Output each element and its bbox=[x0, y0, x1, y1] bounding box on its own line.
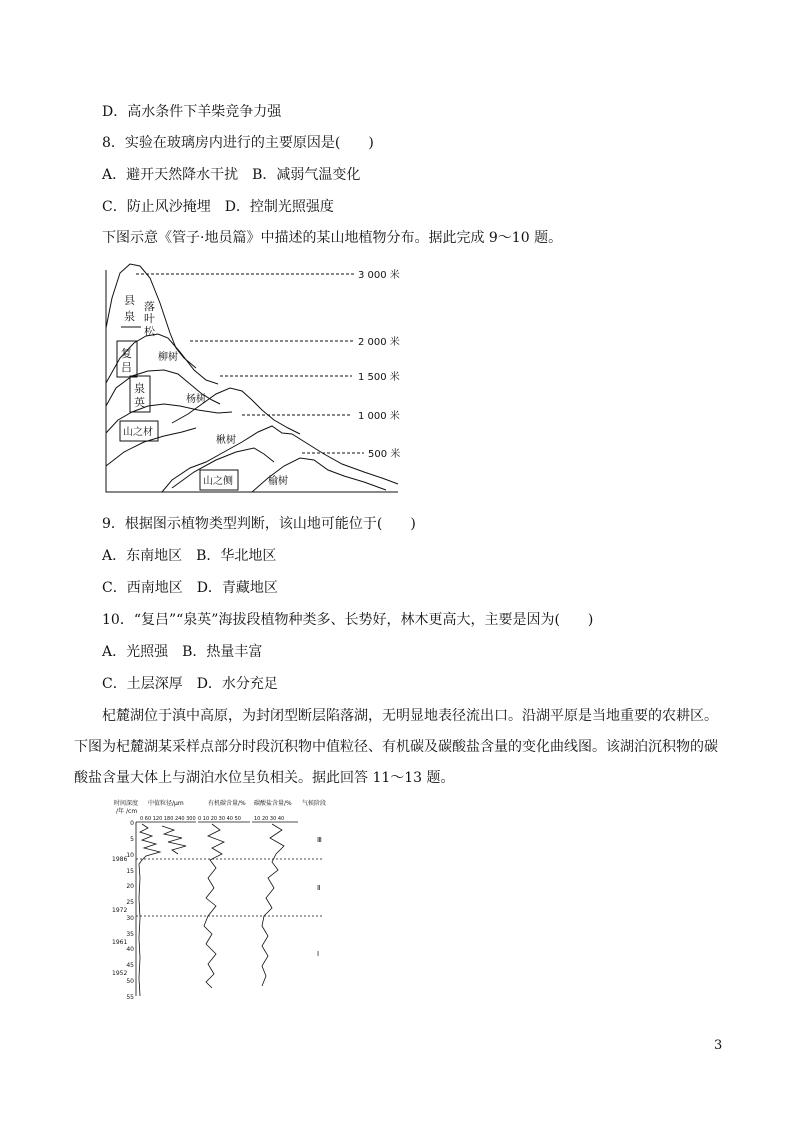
elevation-1000: 1 000 米 bbox=[358, 411, 400, 422]
zone-liushu: 柳树 bbox=[158, 352, 178, 363]
zone-fulv-1: 复 bbox=[121, 347, 132, 360]
header-depth-unit: /cm bbox=[126, 808, 138, 815]
zone-luoyesong-3: 松 bbox=[144, 325, 155, 338]
figure-2-intro-paragraph: 杞麓湖位于滇中高原，为封闭型断层陷落湖，无明显地表径流出口。沿湖平原是当地重要的农耕区。下图为杞麓湖某采样点部分时段沉积物中值粒径、有机碳及碳酸盐含量的变化曲线图。该湖泊沉积物的碳酸盐含量大体上与湖泊水位呈负相关。据此回答 11～13 题。 bbox=[74, 708, 718, 786]
depth-35: 35 bbox=[126, 931, 134, 938]
zone-xianquan-2: 泉 bbox=[124, 310, 135, 323]
zone-quanying-2: 英 bbox=[134, 396, 145, 409]
question-10-stem: 10．“复吕”“泉英”海拔段植物种类多、长势好，林木更高大，主要是因为( ) bbox=[102, 612, 594, 628]
header-carbonate: 碳酸盐含量/% bbox=[254, 800, 292, 807]
zone-yushu: 榆树 bbox=[268, 476, 288, 487]
sediment-profile-chart bbox=[112, 798, 342, 1004]
zone-fulv-2: 吕 bbox=[121, 361, 132, 374]
zone-shanzhicai: 山之材 bbox=[123, 427, 153, 438]
mountain-vegetation-diagram bbox=[102, 258, 402, 498]
depth-15: 15 bbox=[126, 868, 134, 875]
depth-30: 30 bbox=[126, 915, 134, 922]
stage-2: Ⅱ bbox=[317, 884, 321, 892]
figure-1-intro: 下图示意《管子·地员篇》中描述的某山地植物分布。据此完成 9～10 题。 bbox=[102, 230, 563, 246]
zone-quanying-1: 泉 bbox=[134, 382, 145, 395]
header-time-unit: /年 bbox=[116, 808, 125, 815]
question-9-stem: 9．根据图示植物类型判断，该山地可能位于( ) bbox=[102, 516, 416, 532]
header-depth: 深度 bbox=[126, 800, 139, 807]
header-stage: 气候阶段 bbox=[302, 800, 327, 807]
question-9-options-ab: A．东南地区 B．华北地区 bbox=[102, 548, 277, 564]
depth-50: 50 bbox=[126, 978, 134, 985]
question-10-options-cd: C．土层深厚 D．水分充足 bbox=[102, 676, 278, 692]
question-8-options-cd: C．防止风沙掩埋 D．控制光照强度 bbox=[102, 199, 334, 215]
question-8-stem: 8．实验在玻璃房内进行的主要原因是( ) bbox=[102, 135, 374, 151]
header-organic: 有机碳含量/% bbox=[208, 800, 246, 807]
header-time: 时间 bbox=[114, 800, 127, 807]
depth-20: 20 bbox=[126, 883, 134, 890]
depth-40: 40 bbox=[126, 946, 134, 953]
elevation-1500: 1 500 米 bbox=[358, 372, 400, 383]
stage-3: Ⅲ bbox=[317, 836, 322, 844]
carbonate-ticks: 10 20 30 40 bbox=[254, 816, 285, 822]
depth-10: 10 bbox=[126, 852, 134, 859]
year-1986: 1986 bbox=[112, 856, 128, 863]
median-ticks: 0 60 120 180 240 300 bbox=[140, 816, 196, 822]
zone-yangshu: 杨树 bbox=[186, 394, 206, 405]
zone-qiushu: 楸树 bbox=[216, 435, 236, 446]
question-8-options-ab: A．避开天然降水干扰 B．减弱气温变化 bbox=[102, 167, 361, 183]
elevation-2000: 2 000 米 bbox=[358, 337, 400, 348]
year-1952: 1952 bbox=[112, 970, 128, 977]
elevation-500: 500 米 bbox=[368, 449, 401, 460]
year-1961: 1961 bbox=[112, 939, 128, 946]
stage-1: Ⅰ bbox=[317, 950, 320, 958]
zone-luoyesong-1: 落 bbox=[144, 300, 155, 313]
question-9-options-cd: C．西南地区 D．青藏地区 bbox=[102, 580, 278, 596]
page-number: 3 bbox=[714, 1038, 723, 1053]
zone-luoyesong-2: 叶 bbox=[144, 312, 155, 325]
depth-5: 5 bbox=[130, 836, 134, 843]
question-7-option-d: D．高水条件下羊柴竞争力强 bbox=[102, 104, 282, 120]
header-median: 中值粒径/μm bbox=[148, 800, 184, 807]
depth-25: 25 bbox=[126, 899, 134, 906]
depth-55: 55 bbox=[126, 994, 134, 1001]
depth-45: 45 bbox=[126, 962, 134, 969]
question-10-options-ab: A．光照强 B．热量丰富 bbox=[102, 644, 263, 660]
zone-xianquan-1: 县 bbox=[124, 294, 135, 307]
year-1972: 1972 bbox=[112, 907, 128, 914]
depth-0: 0 bbox=[130, 820, 134, 827]
zone-shanzhice: 山之侧 bbox=[203, 476, 233, 487]
elevation-3000: 3 000 米 bbox=[358, 270, 400, 281]
organic-ticks: 0 10 20 30 40 50 bbox=[198, 816, 241, 822]
